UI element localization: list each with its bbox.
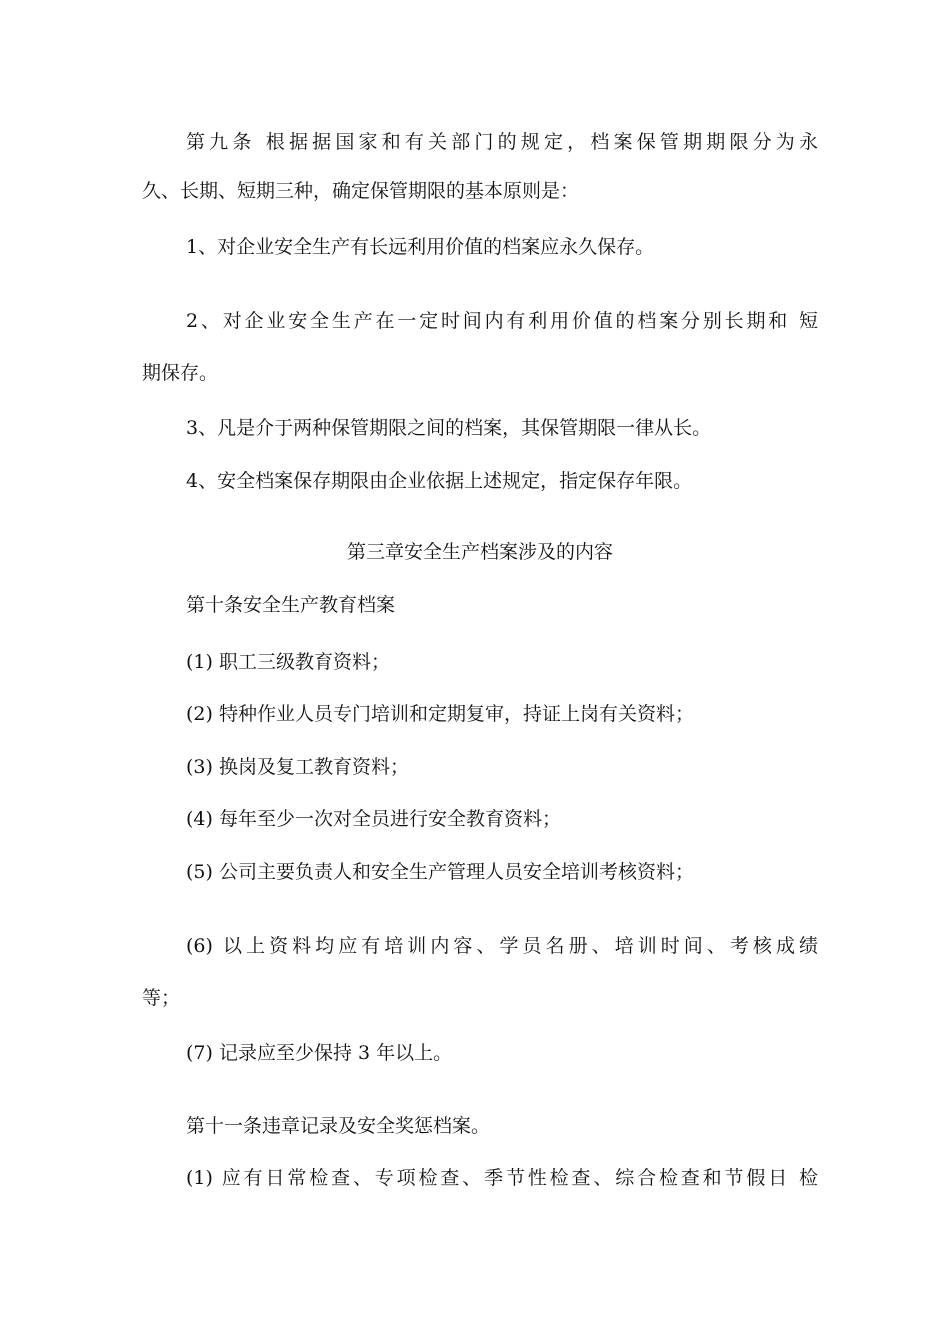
article-10-item-6-line-2: 等； [142, 987, 181, 1009]
article-10-item-7: (7) 记录应至少保持 3 年以上。 [186, 1042, 453, 1064]
article-9-line-2: 久、长期、短期三种，确定保管期限的基本原则是： [142, 180, 580, 202]
article-10-item-4: (4) 每年至少一次对全员进行安全教育资料； [186, 808, 561, 830]
article-11-item-1-line-1: (1) 应有日常检查、专项检查、季节性检查、综合检查和节假日 检 [186, 1167, 818, 1189]
rule-3: 3、凡是介于两种保管期限之间的档案，其保管期限一律从长。 [186, 417, 712, 439]
rule-4: 4、安全档案保存期限由企业依据上述规定，指定保存年限。 [186, 470, 693, 492]
article-10-item-3: (3) 换岗及复工教育资料； [186, 756, 409, 778]
rule-2-line-1: 2、对企业安全生产在一定时间内有利用价值的档案分别长期和 短 [186, 310, 818, 332]
article-10-item-6-line-1: (6) 以上资料均应有培训内容、学员名册、培训时间、考核成绩 [186, 935, 818, 957]
chapter-3-heading: 第三章安全生产档案涉及的内容 [346, 541, 613, 563]
article-11-heading: 第十一条违章记录及安全奖惩档案。 [186, 1115, 491, 1137]
article-10-heading: 第十条安全生产教育档案 [186, 594, 396, 616]
article-10-item-1: (1) 职工三级教育资料； [186, 651, 390, 673]
article-10-item-5: (5) 公司主要负责人和安全生产管理人员安全培训考核资料； [186, 861, 694, 883]
rule-1: 1、对企业安全生产有长远利用价值的档案应永久保存。 [186, 236, 655, 258]
article-9-line-1: 第九条 根据据国家和有关部门的规定，档案保管期期限分为永 [186, 131, 818, 153]
article-10-item-2: (2) 特种作业人员专门培训和定期复审，持证上岗有关资料； [186, 703, 694, 725]
rule-2-line-2: 期保存。 [142, 362, 219, 384]
